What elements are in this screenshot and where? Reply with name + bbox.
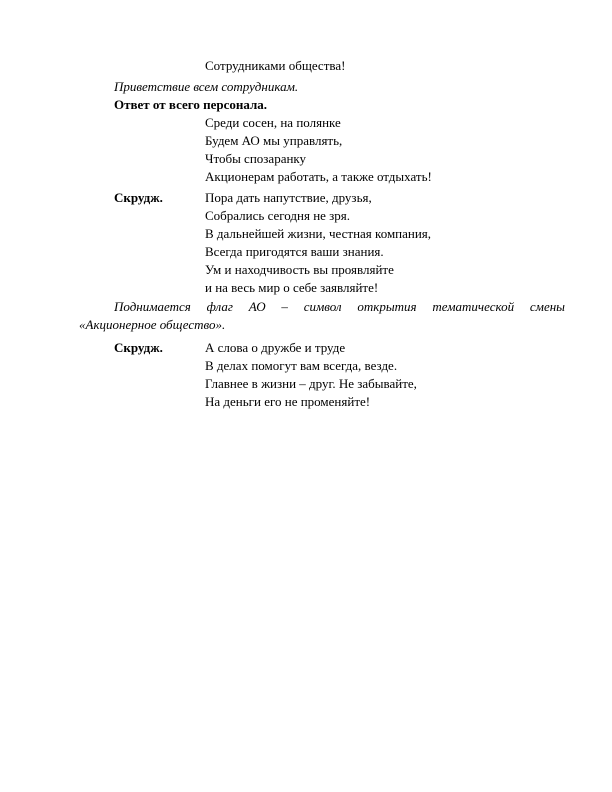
scrooge-verse-line: На деньги его не променяйте! xyxy=(205,394,371,409)
scrooge-verse-line: В дальнейшей жизни, честная компания, xyxy=(205,226,432,241)
scrooge-verse-line: и на весь мир о себе заявляйте! xyxy=(205,280,379,295)
scrooge-verse-line: Пора дать напутствие, друзья, xyxy=(205,190,372,205)
scrooge-verse-line: Всегда пригодятся ваши знания. xyxy=(205,244,384,259)
stage-direction-flag-line-1: Поднимается флаг АО – символ открытия тематической смены xyxy=(114,299,565,314)
speaker-scrooge-2: Скрудж. xyxy=(114,340,163,355)
staff-verse-line: Среди сосен, на полянке xyxy=(205,115,341,130)
scrooge-verse-line: Собрались сегодня не зря. xyxy=(205,208,351,223)
opening-line: Сотрудниками общества! xyxy=(205,58,346,73)
stage-direction-flag-line-2: «Акционерное общество». xyxy=(79,317,226,332)
speaker-scrooge-1: Скрудж. xyxy=(114,190,163,205)
staff-verse-line: Чтобы спозаранку xyxy=(205,151,307,166)
staff-reply-label: Ответ от всего персонала. xyxy=(114,97,268,112)
staff-verse-line: Акционерам работать, а также отдыхать! xyxy=(205,169,432,184)
scrooge-verse-line: А слова о дружбе и труде xyxy=(205,340,346,355)
scrooge-verse-line: Главнее в жизни – друг. Не забывайте, xyxy=(205,376,417,391)
scrooge-verse-line: Ум и находчивость вы проявляйте xyxy=(205,262,394,277)
stage-direction-greeting: Приветствие всем сотрудникам. xyxy=(114,79,299,94)
staff-verse-line: Будем АО мы управлять, xyxy=(205,133,343,148)
scrooge-verse-line: В делах помогут вам всегда, везде. xyxy=(205,358,398,373)
